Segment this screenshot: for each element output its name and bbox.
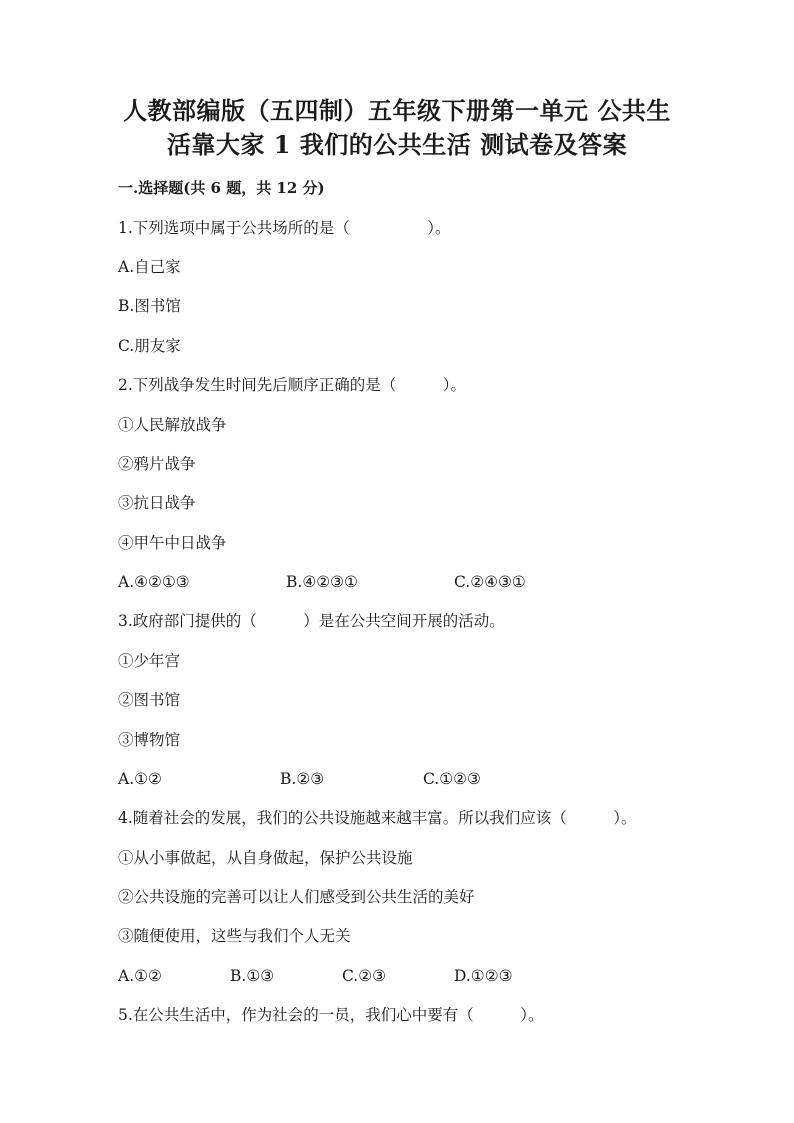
question-4-option-d: D.①②③ [454, 967, 513, 985]
question-1-option-c: C.朋友家 [118, 337, 181, 355]
question-4-item-1: ①从小事做起，从自身做起，保护公共设施 [118, 849, 413, 867]
question-2-item-1: ①人民解放战争 [118, 416, 227, 434]
question-2-stem: 2.下列战争发生时间先后顺序正确的是（ ）。 [118, 376, 467, 394]
question-2-item-3: ③抗日战争 [118, 494, 196, 512]
question-2-item-4: ④甲午中日战争 [118, 534, 227, 552]
question-3-option-b: B.②③ [280, 770, 325, 788]
question-1-option-a: A.自己家 [118, 258, 181, 276]
question-2-option-c: C.②④③① [454, 573, 526, 591]
question-1-option-b: B.图书馆 [118, 297, 181, 315]
question-4-option-a: A.①② [118, 967, 162, 985]
page-title-line-2: 活靠大家 1 我们的公共生活 测试卷及答案 [166, 130, 628, 159]
question-3-item-2: ②图书馆 [118, 691, 181, 709]
question-4-item-2: ②公共设施的完善可以让人们感受到公共生活的美好 [118, 888, 475, 906]
question-1-stem: 1.下列选项中属于公共场所的是（ ）。 [118, 219, 451, 237]
section-heading: 一.选择题(共 6 题，共 12 分) [118, 179, 325, 197]
question-3-item-1: ①少年宫 [118, 652, 181, 670]
question-3-stem: 3.政府部门提供的（ ）是在公共空间开展的活动。 [118, 612, 505, 630]
question-4-option-b: B.①③ [230, 967, 275, 985]
question-3-option-a: A.①② [118, 770, 162, 788]
question-3-item-3: ③博物馆 [118, 731, 181, 749]
question-4-item-3: ③随便使用，这些与我们个人无关 [118, 927, 351, 945]
question-4-stem: 4.随着社会的发展，我们的公共设施越来越丰富。所以我们应该（ ）。 [118, 809, 637, 827]
question-5-stem: 5.在公共生活中，作为社会的一员，我们心中要有（ ）。 [118, 1006, 544, 1024]
question-2-item-2: ②鸦片战争 [118, 455, 196, 473]
question-2-option-b: B.④②③① [286, 573, 358, 591]
page-title-line-1: 人教部编版（五四制）五年级下册第一单元 公共生 [123, 96, 671, 125]
question-2-option-a: A.④②①③ [118, 573, 190, 591]
question-3-option-c: C.①②③ [423, 770, 481, 788]
question-4-option-c: C.②③ [342, 967, 387, 985]
